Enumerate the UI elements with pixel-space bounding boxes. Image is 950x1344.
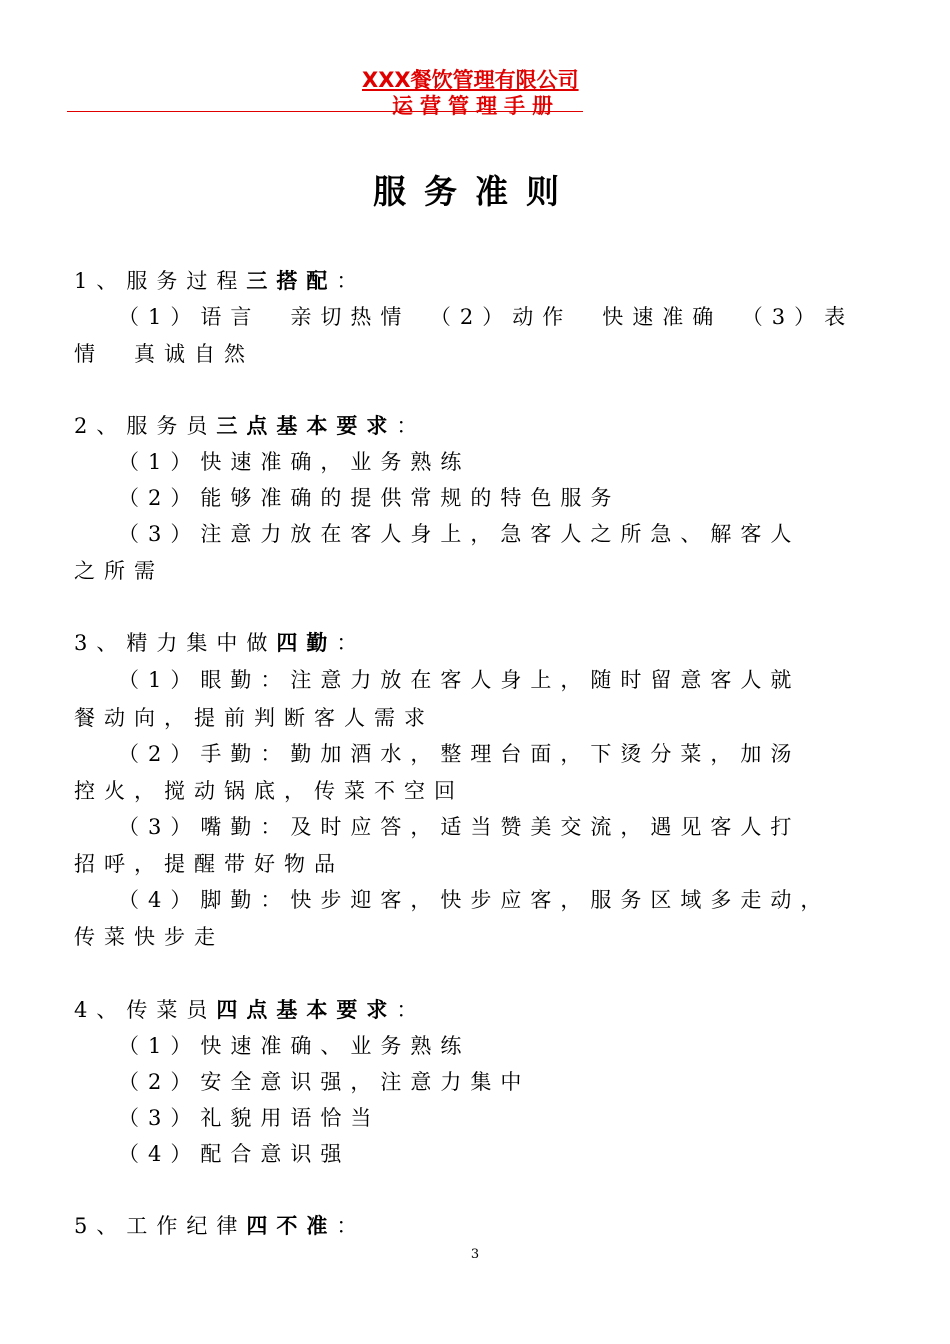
section-line: （2）手勤：勤加酒水，整理台面，下烫分菜，加汤 <box>118 742 801 766</box>
section-line: （3）礼貌用语恰当 <box>118 1106 381 1130</box>
section-heading <box>74 995 426 1025</box>
section-key: 四点基本要求 <box>216 998 397 1022</box>
section-number: 3、 <box>74 631 127 655</box>
section-key: 三点基本要求 <box>216 414 397 438</box>
section-lead: 传菜员 <box>126 998 217 1022</box>
section-number: 5、 <box>74 1214 127 1238</box>
section-lead: 服务员 <box>126 414 217 438</box>
page-title: 服务准则 <box>373 172 577 211</box>
header-divider <box>67 111 583 112</box>
section-colon: ： <box>336 269 367 293</box>
section-line: 传菜快步走 <box>74 925 224 949</box>
section-number: 2、 <box>74 414 127 438</box>
section-lead: 工作纪律 <box>126 1214 247 1238</box>
section-line: 控火，搅动锅底，传菜不空回 <box>74 779 464 803</box>
section-number: 1、 <box>74 269 127 293</box>
section-line: 餐动向，提前判断客人需求 <box>74 706 434 730</box>
section-line: （1）语言 亲切热情 （2）动作 快速准确 （3）表 <box>118 305 855 329</box>
section-line: （1）眼勤：注意力放在客人身上，随时留意客人就 <box>118 668 801 692</box>
page-number: 3 <box>470 1247 480 1262</box>
section-line: （4）脚勤：快步迎客，快步应客，服务区域多走动， <box>118 888 831 912</box>
section-line: 之所需 <box>74 559 164 583</box>
section-line: （4）配合意识强 <box>118 1142 351 1166</box>
section-line: （3）注意力放在客人身上，急客人之所急、解客人 <box>118 522 801 546</box>
section-key: 四不准 <box>246 1214 337 1238</box>
section-line: 情 真诚自然 <box>74 342 254 366</box>
section-heading <box>74 266 366 296</box>
section-key: 四勤 <box>276 631 337 655</box>
section-line: （2）安全意识强，注意力集中 <box>118 1070 531 1094</box>
section-lead: 服务过程 <box>126 269 247 293</box>
section-line: （1）快速准确，业务熟练 <box>118 450 471 474</box>
section-colon: ： <box>336 1214 367 1238</box>
section-line: （3）嘴勤：及时应答，适当赞美交流，遇见客人打 <box>118 815 801 839</box>
section-heading <box>74 411 426 441</box>
section-colon: ： <box>396 998 427 1022</box>
manual-name: 运营管理手册 <box>392 94 560 118</box>
section-heading <box>74 628 366 658</box>
section-key: 三搭配 <box>246 269 337 293</box>
section-lead: 精力集中做 <box>126 631 277 655</box>
section-colon: ： <box>396 414 427 438</box>
section-heading <box>74 1211 366 1241</box>
section-line: 招呼，提醒带好物品 <box>74 852 344 876</box>
section-colon: ： <box>336 631 367 655</box>
company-name: XXX餐饮管理有限公司 <box>362 68 579 92</box>
section-line: （2）能够准确的提供常规的特色服务 <box>118 486 621 510</box>
section-line: （1）快速准确、业务熟练 <box>118 1034 471 1058</box>
section-number: 4、 <box>74 998 127 1022</box>
